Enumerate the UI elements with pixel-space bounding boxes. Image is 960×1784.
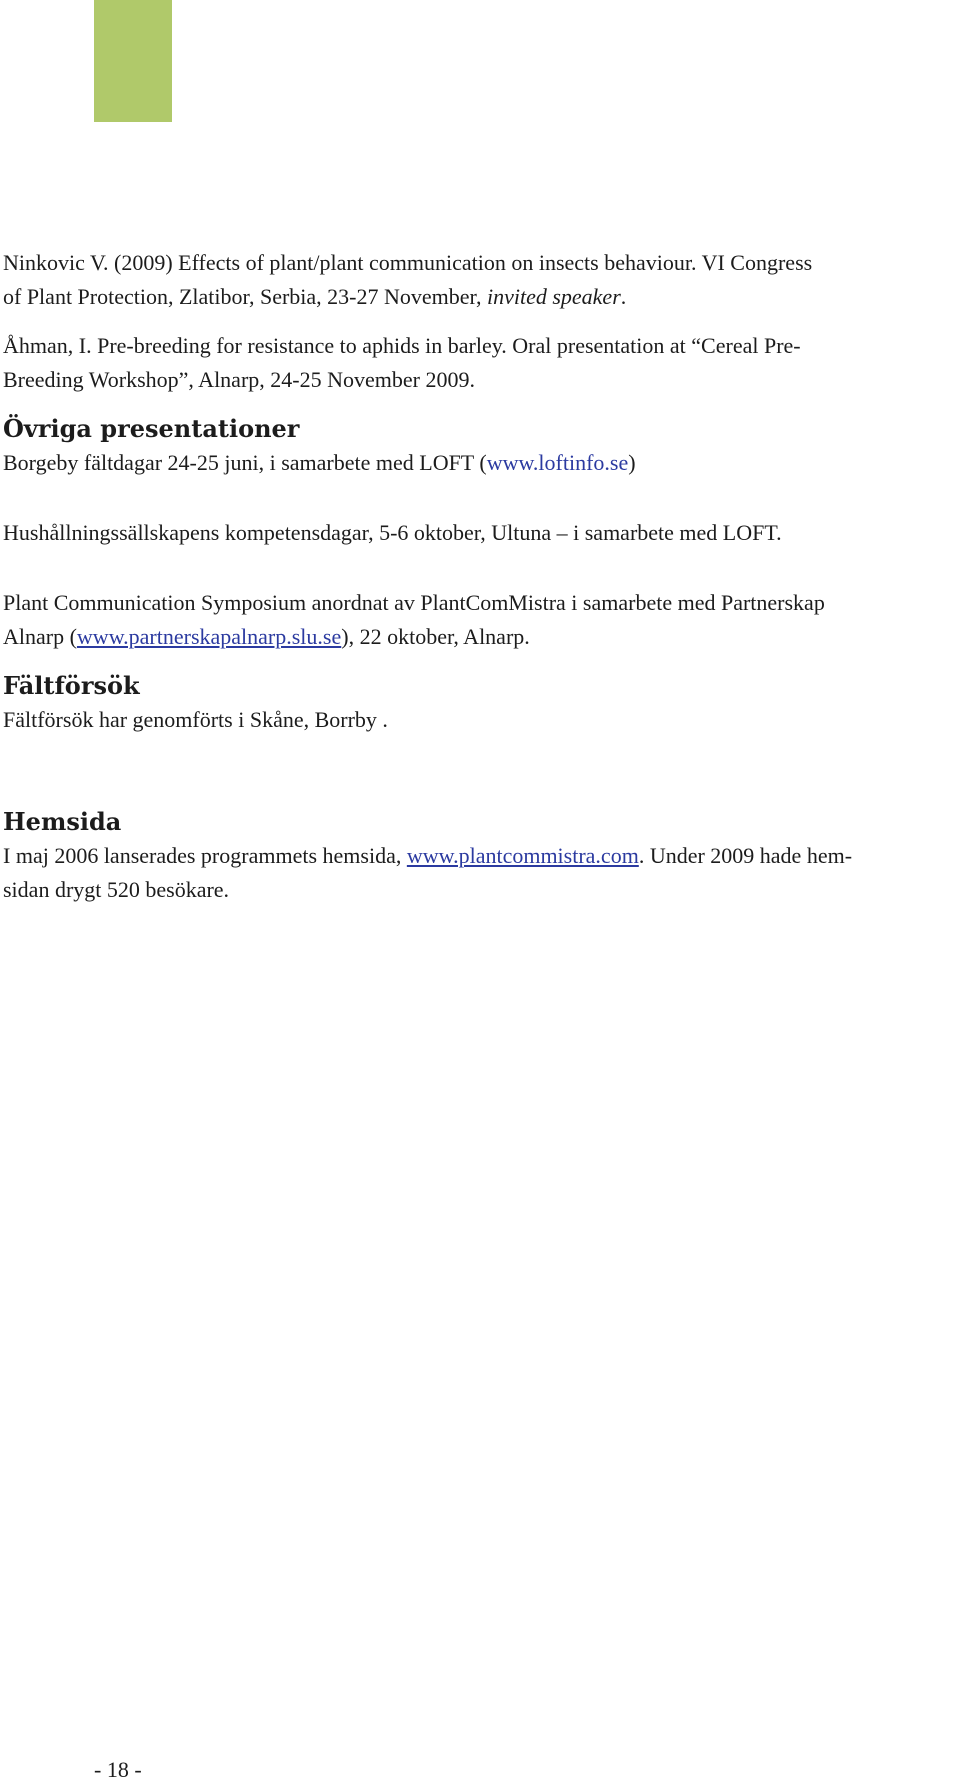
spacer xyxy=(3,314,953,329)
hemsida-text-line2: sidan drygt 520 besökare. xyxy=(3,877,230,902)
borgeby-entry xyxy=(3,446,953,480)
plantcommistra-link[interactable]: www.plantcommistra.com xyxy=(406,843,639,868)
partnerskap-link[interactable]: www.partnerskapalnarp.slu.se xyxy=(76,624,342,649)
hemsida-text-end: . Under 2009 hade hem- xyxy=(638,843,853,868)
spacer xyxy=(3,550,953,586)
symposium-entry-line2 xyxy=(3,620,953,654)
page-content xyxy=(3,246,953,907)
spacer xyxy=(3,397,953,412)
heading-hemsida: Hemsida xyxy=(3,807,122,836)
reference-ninkovic-end: . xyxy=(620,284,627,309)
faltforsok-text: Fältförsök har genomförts i Skåne, Borrby . xyxy=(3,707,388,732)
reference-ahman-line1: Åhman, I. Pre-breeding for resistance to aphids in barley. Oral presentation at “Cereal Pre- xyxy=(3,333,801,358)
hemsida-text-line1 xyxy=(3,839,953,873)
loftinfo-link[interactable]: www.loftinfo.se xyxy=(486,450,629,475)
page-number: - 18 - xyxy=(94,1757,142,1782)
spacer xyxy=(3,654,953,669)
hemsida-text: I maj 2006 lanserades programmets hemsida, xyxy=(3,843,407,868)
symposium-text: Alnarp ( xyxy=(3,624,77,649)
invited-speaker-note: invited speaker xyxy=(486,284,621,309)
heading-faltforsok: Fältförsök xyxy=(3,671,140,700)
borgeby-text: Borgeby fältdagar 24-25 juni, i samarbete med LOFT ( xyxy=(3,450,487,475)
green-tab-marker xyxy=(94,0,172,122)
heading-ovriga-presentationer: Övriga presentationer xyxy=(3,414,300,443)
reference-ninkovic-line1: Ninkovic V. (2009) Effects of plant/plant communication on insects behaviour. VI Congress xyxy=(3,250,813,275)
symposium-entry-line1: Plant Communication Symposium anordnat av PlantComMistra i samarbete med Partnerskap xyxy=(3,590,825,615)
symposium-text-end: ), 22 oktober, Alnarp. xyxy=(341,624,530,649)
hushallning-entry: Hushållningssällskapens kompetensdagar, 5-6 oktober, Ultuna – i samarbete med LOFT. xyxy=(3,520,782,545)
borgeby-text-end: ) xyxy=(628,450,636,475)
spacer xyxy=(3,480,953,516)
reference-ahman-line2: Breeding Workshop”, Alnarp, 24-25 November 2009. xyxy=(3,367,475,392)
reference-ninkovic-text: of Plant Protection, Zlatibor, Serbia, 23-27 November, xyxy=(3,284,487,309)
spacer xyxy=(3,737,953,805)
reference-ninkovic-line2 xyxy=(3,280,953,314)
